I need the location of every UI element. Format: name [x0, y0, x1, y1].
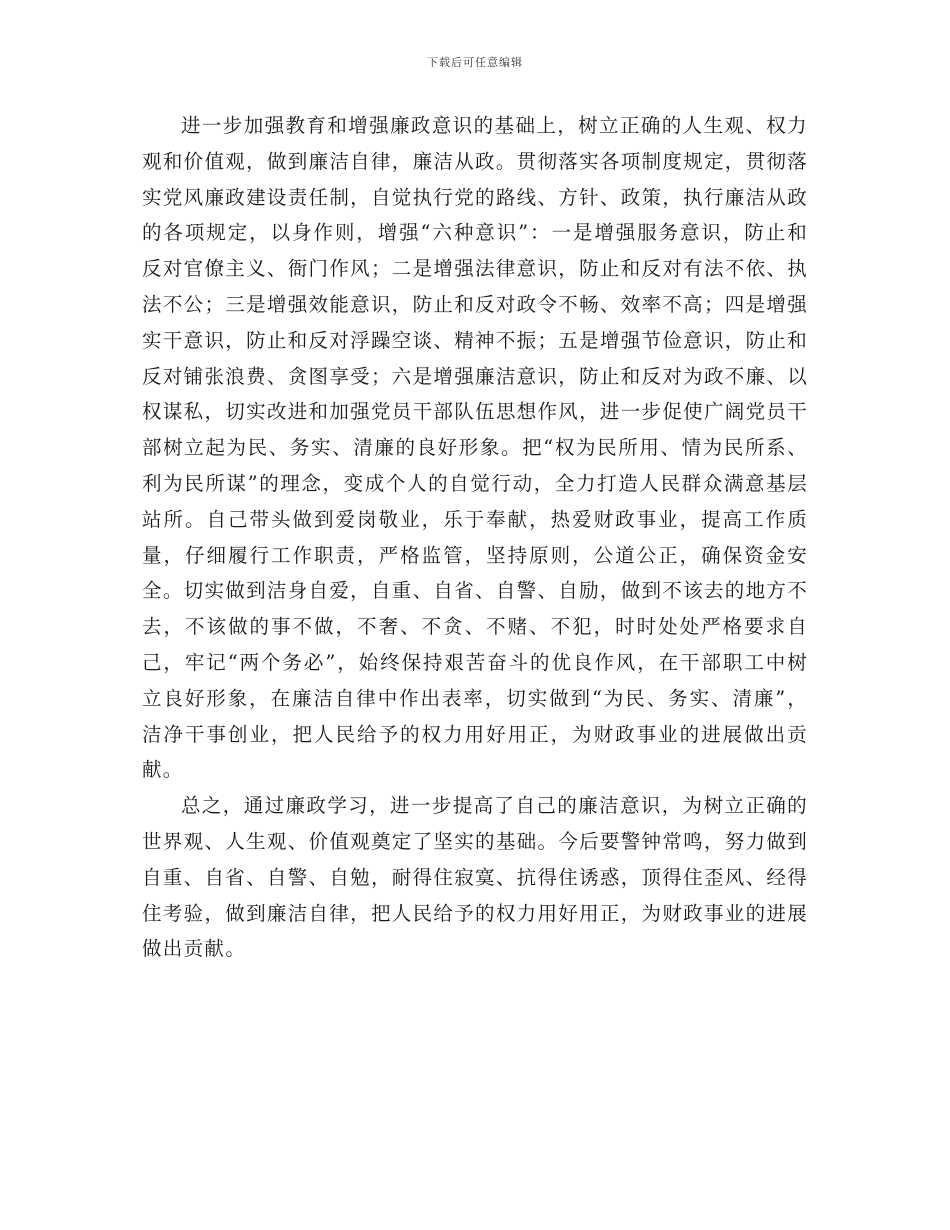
page-header: 下载后可任意编辑 [427, 56, 523, 69]
paragraph-1: 进一步加强教育和增强廉政意识的基础上，树立正确的人生观、权力观和价值观，做到廉洁自律，廉洁从政。贯彻落实各项制度规定，贯彻落实党风廉政建设责任制，自觉执行党的路线、方针、政策，执行廉洁从政的各项规定，以身作则，增强“六种意识”：一是增强服务意识，防止和反对官僚主义、衙门作风；二是增强法律意识，防止和反对有法不依、执法不公；三是增强效能意识，防止和反对政令不畅、效率不高；四是增强实干意识，防止和反对浮躁空谈、精神不振；五是增强节俭意识，防止和反对铺张浪费、贪图享受；六是增强廉洁意识，防止和反对为政不廉、以权谋私，切实改进和加强党员干部队伍思想作风，进一步促使广阔党员干部树立起为民、务实、清廉的良好形象。把“权为民所用、情为民所系、利为民所谋”的理念，变成个人的自觉行动，全力打造人民群众满意基层站所。自己带头做到爱岗敬业，乐于奉献，热爱财政事业，提高工作质量，仔细履行工作职责，严格监管，坚持原则，公道公正，确保资金安全。切实做到洁身自爱，自重、自省、自警、自励，做到不该去的地方不去，不该做的事不做，不奢、不贪、不赌、不犯，时时处处严格要求自己，牢记“两个务必”，始终保持艰苦奋斗的优良作风，在干部职工中树立良好形象，在廉洁自律中作出表率，切实做到“为民、务实、清廉”，洁净干事创业，把人民给予的权力用好用正，为财政事业的进展做出贡献。 [142, 114, 808, 782]
paragraph-2: 总之，通过廉政学习，进一步提高了自己的廉洁意识，为树立正确的世界观、人生观、价值观奠定了坚实的基础。今后要警钟常鸣，努力做到自重、自省、自警、自勉，耐得住寂寞、抗得住诱惑，顶得住歪风、经得住考验，做到廉洁自律，把人民给予的权力用好用正，为财政事业的进展做出贡献。 [142, 794, 808, 961]
document-body [142, 108, 808, 967]
